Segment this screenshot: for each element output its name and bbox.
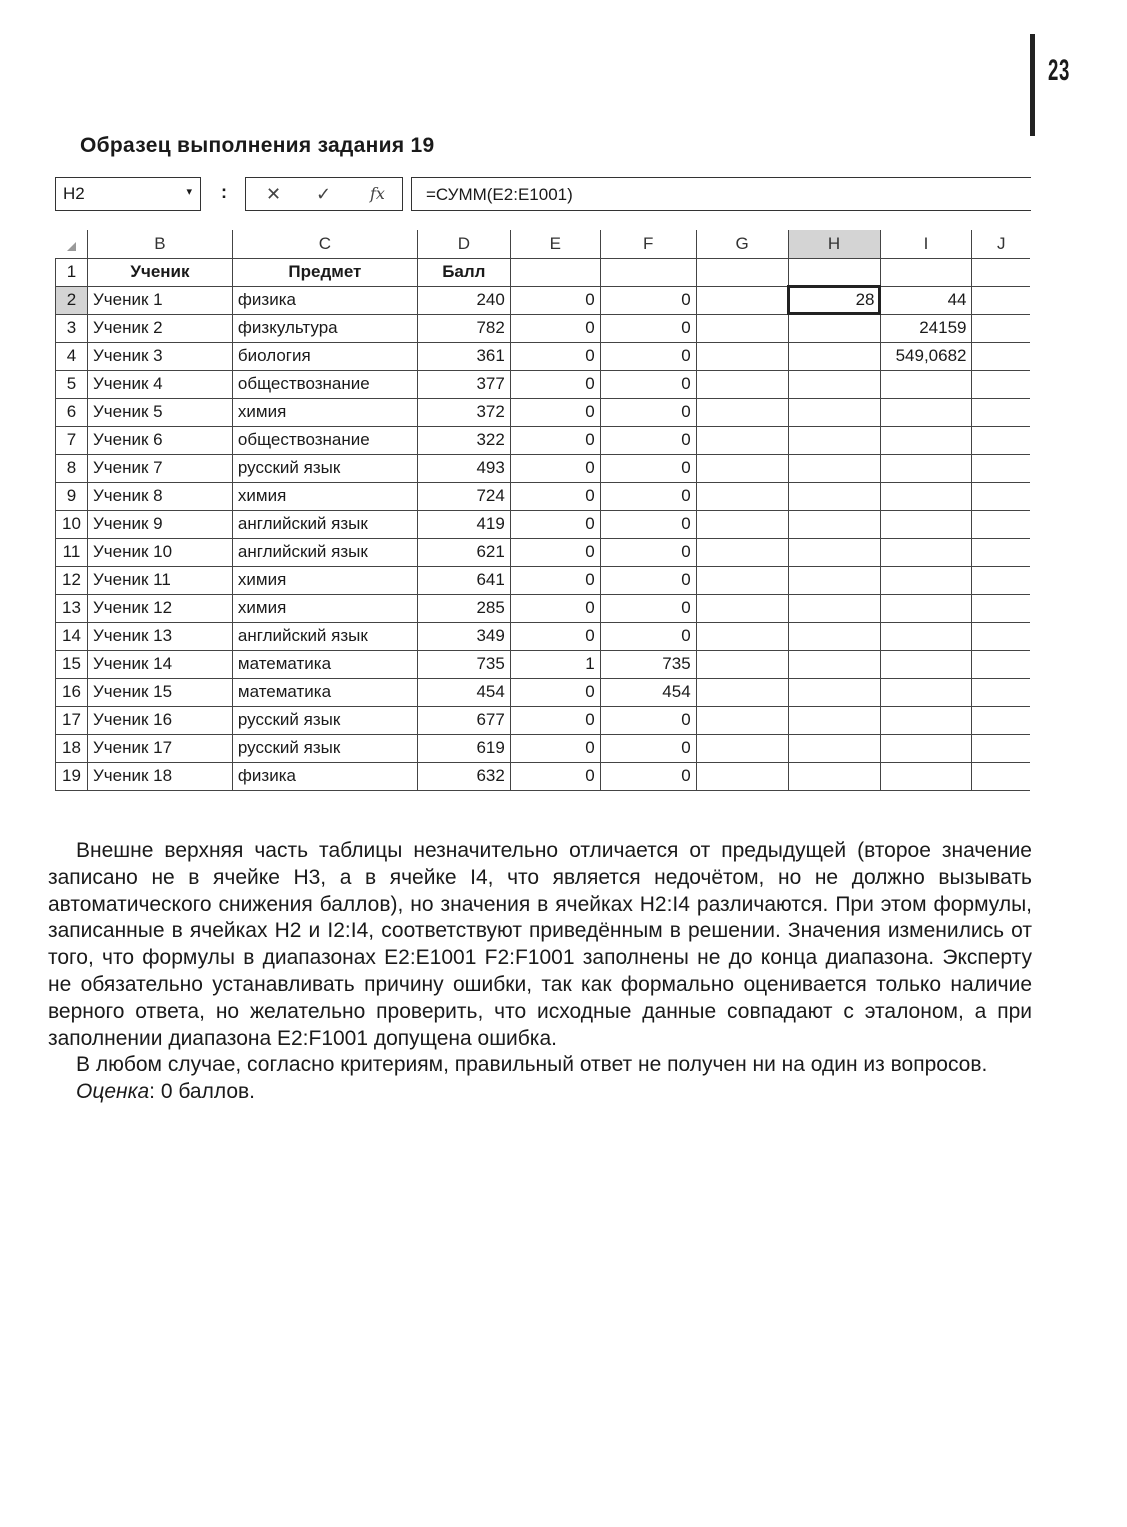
section-title: Образец выполнения задания 19 <box>80 134 435 157</box>
cell-b12[interactable]: Ученик 11 <box>87 566 232 594</box>
cell-d3[interactable]: 782 <box>417 314 510 342</box>
cell-d2[interactable]: 240 <box>417 286 510 314</box>
cell-f9[interactable]: 0 <box>600 482 696 510</box>
cell-d12[interactable]: 641 <box>417 566 510 594</box>
cell-i3[interactable]: 24159 <box>880 314 972 342</box>
cell-h5[interactable] <box>788 370 880 398</box>
row-number[interactable]: 1 <box>56 258 88 286</box>
cell-h3[interactable] <box>788 314 880 342</box>
table-row <box>56 650 1031 678</box>
cell-c4[interactable]: биология <box>232 342 417 370</box>
cell-f19[interactable]: 0 <box>600 762 696 790</box>
cell-f14[interactable]: 0 <box>600 622 696 650</box>
row-number[interactable]: 12 <box>56 566 88 594</box>
cell-f12[interactable]: 0 <box>600 566 696 594</box>
column-header-f[interactable]: F <box>600 230 696 258</box>
cell-g5[interactable] <box>696 370 788 398</box>
cell-g15[interactable] <box>696 650 788 678</box>
grade-label: Оценка <box>76 1080 150 1104</box>
cell-e2[interactable]: 0 <box>510 286 600 314</box>
cell-f13[interactable]: 0 <box>600 594 696 622</box>
cell-h18[interactable] <box>788 734 880 762</box>
row-number[interactable]: 10 <box>56 510 88 538</box>
cell-h16[interactable] <box>788 678 880 706</box>
cell-b5[interactable]: Ученик 4 <box>87 370 232 398</box>
cell-d5[interactable]: 377 <box>417 370 510 398</box>
table-row <box>56 342 1031 370</box>
cell-i6[interactable] <box>880 398 972 426</box>
cell-b8[interactable]: Ученик 7 <box>87 454 232 482</box>
cell-i14[interactable] <box>880 622 972 650</box>
cell-h6[interactable] <box>788 398 880 426</box>
cell-i17[interactable] <box>880 706 972 734</box>
cell-b9[interactable]: Ученик 8 <box>87 482 232 510</box>
table-row <box>56 286 1031 314</box>
cell-c1[interactable]: Предмет <box>232 258 417 286</box>
table-row <box>56 454 1031 482</box>
cell-h12[interactable] <box>788 566 880 594</box>
cell-b13[interactable]: Ученик 12 <box>87 594 232 622</box>
cell-e10[interactable]: 0 <box>510 510 600 538</box>
cell-d16[interactable]: 454 <box>417 678 510 706</box>
cell-j18[interactable] <box>972 734 1030 762</box>
cell-j2[interactable] <box>972 286 1030 314</box>
cell-f6[interactable]: 0 <box>600 398 696 426</box>
cell-c13[interactable]: химия <box>232 594 417 622</box>
paragraph: Внешне верхняя часть таблицы незначительно отличается от предыдущей (второе значение записано не в ячейке H3, а в ячейке I4, что является недочётом, но не должно вызывать автоматического снижения баллов), но значения в ячейках H2:I4 различаются. При этом формулы, записанные в ячейках H2 и I2:I4, соответствуют приведённым в решении. Значения изменились от того, что формулы в диапазонах E2:E1001 F2:F1001 заполнены не до конца диапазона. Эксперту не обязательно устанавливать причину ошибки, так как формально оценивается только наличие верного ответа, но желательно проверить, что исходные данные совпадают с эталоном, а при заполнении диапазона E2:F1001 допущена ошибка. <box>48 839 1032 1050</box>
cell-h7[interactable] <box>788 426 880 454</box>
cell-g8[interactable] <box>696 454 788 482</box>
cell-e5[interactable]: 0 <box>510 370 600 398</box>
table-row <box>56 706 1031 734</box>
table-row <box>56 398 1031 426</box>
cell-c11[interactable]: английский язык <box>232 538 417 566</box>
cell-b1[interactable]: Ученик <box>87 258 232 286</box>
cell-d8[interactable]: 493 <box>417 454 510 482</box>
table-row <box>56 370 1031 398</box>
row-number[interactable]: 14 <box>56 622 88 650</box>
cell-b3[interactable]: Ученик 2 <box>87 314 232 342</box>
cell-j12[interactable] <box>972 566 1030 594</box>
cell-e7[interactable]: 0 <box>510 426 600 454</box>
cell-f2[interactable]: 0 <box>600 286 696 314</box>
cell-g19[interactable] <box>696 762 788 790</box>
page-margin-rule <box>1030 34 1035 136</box>
column-header-b[interactable]: B <box>87 230 232 258</box>
cell-d1[interactable]: Балл <box>417 258 510 286</box>
row-number[interactable]: 17 <box>56 706 88 734</box>
cell-d11[interactable]: 621 <box>417 538 510 566</box>
cell-g2[interactable] <box>696 286 788 314</box>
column-header-e[interactable]: E <box>510 230 600 258</box>
explanation-text <box>48 838 1032 1106</box>
cell-e14[interactable]: 0 <box>510 622 600 650</box>
cancel-icon[interactable]: ✕ <box>266 184 282 204</box>
cell-f15[interactable]: 735 <box>600 650 696 678</box>
cell-d18[interactable]: 619 <box>417 734 510 762</box>
cell-f8[interactable]: 0 <box>600 454 696 482</box>
cell-j17[interactable] <box>972 706 1030 734</box>
cell-d14[interactable]: 349 <box>417 622 510 650</box>
column-header-c[interactable]: C <box>232 230 417 258</box>
cell-c15[interactable]: математика <box>232 650 417 678</box>
cell-j4[interactable] <box>972 342 1030 370</box>
cell-h11[interactable] <box>788 538 880 566</box>
cell-b19[interactable]: Ученик 18 <box>87 762 232 790</box>
cell-g11[interactable] <box>696 538 788 566</box>
cell-d4[interactable]: 361 <box>417 342 510 370</box>
cell-e15[interactable]: 1 <box>510 650 600 678</box>
cell-c16[interactable]: математика <box>232 678 417 706</box>
cell-g17[interactable] <box>696 706 788 734</box>
cell-j3[interactable] <box>972 314 1030 342</box>
cell-h19[interactable] <box>788 762 880 790</box>
cell-g6[interactable] <box>696 398 788 426</box>
row-number[interactable]: 16 <box>56 678 88 706</box>
cell-h4[interactable] <box>788 342 880 370</box>
cell-h17[interactable] <box>788 706 880 734</box>
cell-b2[interactable]: Ученик 1 <box>87 286 232 314</box>
row-number[interactable]: 9 <box>56 482 88 510</box>
cell-c10[interactable]: английский язык <box>232 510 417 538</box>
table-row <box>56 622 1031 650</box>
formula-bar <box>55 176 1030 214</box>
select-all-corner[interactable] <box>56 230 88 258</box>
cell-c8[interactable]: русский язык <box>232 454 417 482</box>
cell-c12[interactable]: химия <box>232 566 417 594</box>
cell-e8[interactable]: 0 <box>510 454 600 482</box>
spreadsheet-grid <box>55 230 1030 797</box>
cell-d19[interactable]: 632 <box>417 762 510 790</box>
column-header-g[interactable]: G <box>696 230 788 258</box>
cell-h13[interactable] <box>788 594 880 622</box>
row-number[interactable]: 11 <box>56 538 88 566</box>
cell-d6[interactable]: 372 <box>417 398 510 426</box>
cell-i2[interactable]: 44 <box>880 286 972 314</box>
cell-h2[interactable]: 28 <box>788 286 880 314</box>
row-number[interactable]: 4 <box>56 342 88 370</box>
cell-d10[interactable]: 419 <box>417 510 510 538</box>
cell-b14[interactable]: Ученик 13 <box>87 622 232 650</box>
table-row <box>56 594 1031 622</box>
cell-g10[interactable] <box>696 510 788 538</box>
cell-f10[interactable]: 0 <box>600 510 696 538</box>
cell-e1[interactable] <box>510 258 600 286</box>
cell-f16[interactable]: 454 <box>600 678 696 706</box>
cell-g4[interactable] <box>696 342 788 370</box>
cell-e18[interactable]: 0 <box>510 734 600 762</box>
cell-f5[interactable]: 0 <box>600 370 696 398</box>
cell-d13[interactable]: 285 <box>417 594 510 622</box>
cell-j19[interactable] <box>972 762 1030 790</box>
grade-value: : 0 баллов. <box>149 1080 255 1104</box>
cell-g14[interactable] <box>696 622 788 650</box>
chevron-down-icon[interactable]: ▾ <box>186 186 192 198</box>
cell-j7[interactable] <box>972 426 1030 454</box>
row-number[interactable]: 15 <box>56 650 88 678</box>
cell-i11[interactable] <box>880 538 972 566</box>
cell-d9[interactable]: 724 <box>417 482 510 510</box>
cell-e13[interactable]: 0 <box>510 594 600 622</box>
cell-c14[interactable]: английский язык <box>232 622 417 650</box>
cell-i16[interactable] <box>880 678 972 706</box>
cell-e16[interactable]: 0 <box>510 678 600 706</box>
cell-j8[interactable] <box>972 454 1030 482</box>
insert-function-icon[interactable]: fx <box>370 184 385 203</box>
table-row <box>56 762 1031 790</box>
table-row <box>56 566 1031 594</box>
cell-f7[interactable]: 0 <box>600 426 696 454</box>
cell-g13[interactable] <box>696 594 788 622</box>
cell-b15[interactable]: Ученик 14 <box>87 650 232 678</box>
row-number[interactable]: 5 <box>56 370 88 398</box>
row-number[interactable]: 3 <box>56 314 88 342</box>
table-row <box>56 258 1031 286</box>
cell-g7[interactable] <box>696 426 788 454</box>
cell-i7[interactable] <box>880 426 972 454</box>
cell-c19[interactable]: физика <box>232 762 417 790</box>
row-number[interactable]: 19 <box>56 762 88 790</box>
cell-b18[interactable]: Ученик 17 <box>87 734 232 762</box>
cell-c9[interactable]: химия <box>232 482 417 510</box>
cell-c18[interactable]: русский язык <box>232 734 417 762</box>
cell-b17[interactable]: Ученик 16 <box>87 706 232 734</box>
formula-input[interactable]: =СУММ(E2:E1001) <box>411 177 1031 211</box>
cell-b7[interactable]: Ученик 6 <box>87 426 232 454</box>
column-header-row <box>56 230 1031 258</box>
cell-c2[interactable]: физика <box>232 286 417 314</box>
cell-j6[interactable] <box>972 398 1030 426</box>
grade-line <box>48 1079 1032 1106</box>
table-row <box>56 510 1031 538</box>
row-number[interactable]: 18 <box>56 734 88 762</box>
cell-e9[interactable]: 0 <box>510 482 600 510</box>
cell-f18[interactable]: 0 <box>600 734 696 762</box>
cell-i4[interactable]: 549,0682 <box>880 342 972 370</box>
cell-d17[interactable]: 677 <box>417 706 510 734</box>
cell-e4[interactable]: 0 <box>510 342 600 370</box>
cell-g18[interactable] <box>696 734 788 762</box>
row-number[interactable]: 8 <box>56 454 88 482</box>
cell-e19[interactable]: 0 <box>510 762 600 790</box>
cell-d15[interactable]: 735 <box>417 650 510 678</box>
cell-b10[interactable]: Ученик 9 <box>87 510 232 538</box>
cell-j1[interactable] <box>972 258 1030 286</box>
cell-h14[interactable] <box>788 622 880 650</box>
name-box[interactable] <box>55 177 201 211</box>
cell-h15[interactable] <box>788 650 880 678</box>
cell-j10[interactable] <box>972 510 1030 538</box>
cell-c3[interactable]: физкультура <box>232 314 417 342</box>
cell-i13[interactable] <box>880 594 972 622</box>
cell-g1[interactable] <box>696 258 788 286</box>
paragraph: В любом случае, согласно критериям, правильный ответ не получен ни на один из вопросов. <box>76 1053 988 1077</box>
cell-j16[interactable] <box>972 678 1030 706</box>
cell-e6[interactable]: 0 <box>510 398 600 426</box>
page-number: 23 <box>1048 54 1070 87</box>
cell-i9[interactable] <box>880 482 972 510</box>
cell-i1[interactable] <box>880 258 972 286</box>
cell-f4[interactable]: 0 <box>600 342 696 370</box>
table-row <box>56 538 1031 566</box>
cell-e17[interactable]: 0 <box>510 706 600 734</box>
cell-b4[interactable]: Ученик 3 <box>87 342 232 370</box>
column-header-h[interactable]: H <box>788 230 880 258</box>
cell-d7[interactable]: 322 <box>417 426 510 454</box>
column-header-i[interactable]: I <box>880 230 972 258</box>
cell-j14[interactable] <box>972 622 1030 650</box>
row-number[interactable]: 7 <box>56 426 88 454</box>
cell-i18[interactable] <box>880 734 972 762</box>
cell-g3[interactable] <box>696 314 788 342</box>
cell-e3[interactable]: 0 <box>510 314 600 342</box>
cell-f1[interactable] <box>600 258 696 286</box>
cell-i15[interactable] <box>880 650 972 678</box>
select-all-icon <box>67 242 76 251</box>
cell-c5[interactable]: обществознание <box>232 370 417 398</box>
cell-f17[interactable]: 0 <box>600 706 696 734</box>
cell-c7[interactable]: обществознание <box>232 426 417 454</box>
cell-b11[interactable]: Ученик 10 <box>87 538 232 566</box>
cell-h8[interactable] <box>788 454 880 482</box>
table-row <box>56 482 1031 510</box>
name-box-value: H2 <box>63 184 85 203</box>
table-row <box>56 678 1031 706</box>
cell-g9[interactable] <box>696 482 788 510</box>
cell-j5[interactable] <box>972 370 1030 398</box>
cell-e11[interactable]: 0 <box>510 538 600 566</box>
cell-i10[interactable] <box>880 510 972 538</box>
cell-j13[interactable] <box>972 594 1030 622</box>
cell-e12[interactable]: 0 <box>510 566 600 594</box>
formula-buttons <box>245 177 403 211</box>
confirm-icon[interactable]: ✓ <box>316 184 332 204</box>
row-number[interactable]: 13 <box>56 594 88 622</box>
formula-bar-grip: : <box>221 182 227 202</box>
cell-f11[interactable]: 0 <box>600 538 696 566</box>
row-number[interactable]: 6 <box>56 398 88 426</box>
cell-i5[interactable] <box>880 370 972 398</box>
column-header-j[interactable]: J <box>972 230 1030 258</box>
table-row <box>56 426 1031 454</box>
cell-f3[interactable]: 0 <box>600 314 696 342</box>
row-number[interactable]: 2 <box>56 286 88 314</box>
table-row <box>56 734 1031 762</box>
cell-j9[interactable] <box>972 482 1030 510</box>
cell-j11[interactable] <box>972 538 1030 566</box>
cell-i8[interactable] <box>880 454 972 482</box>
cell-h1[interactable] <box>788 258 880 286</box>
cell-i12[interactable] <box>880 566 972 594</box>
cell-b6[interactable]: Ученик 5 <box>87 398 232 426</box>
column-header-d[interactable]: D <box>417 230 510 258</box>
cell-b16[interactable]: Ученик 15 <box>87 678 232 706</box>
cell-c17[interactable]: русский язык <box>232 706 417 734</box>
cell-h10[interactable] <box>788 510 880 538</box>
cell-j15[interactable] <box>972 650 1030 678</box>
cell-c6[interactable]: химия <box>232 398 417 426</box>
cell-g12[interactable] <box>696 566 788 594</box>
cell-h9[interactable] <box>788 482 880 510</box>
table-row <box>56 314 1031 342</box>
cell-g16[interactable] <box>696 678 788 706</box>
cell-i19[interactable] <box>880 762 972 790</box>
